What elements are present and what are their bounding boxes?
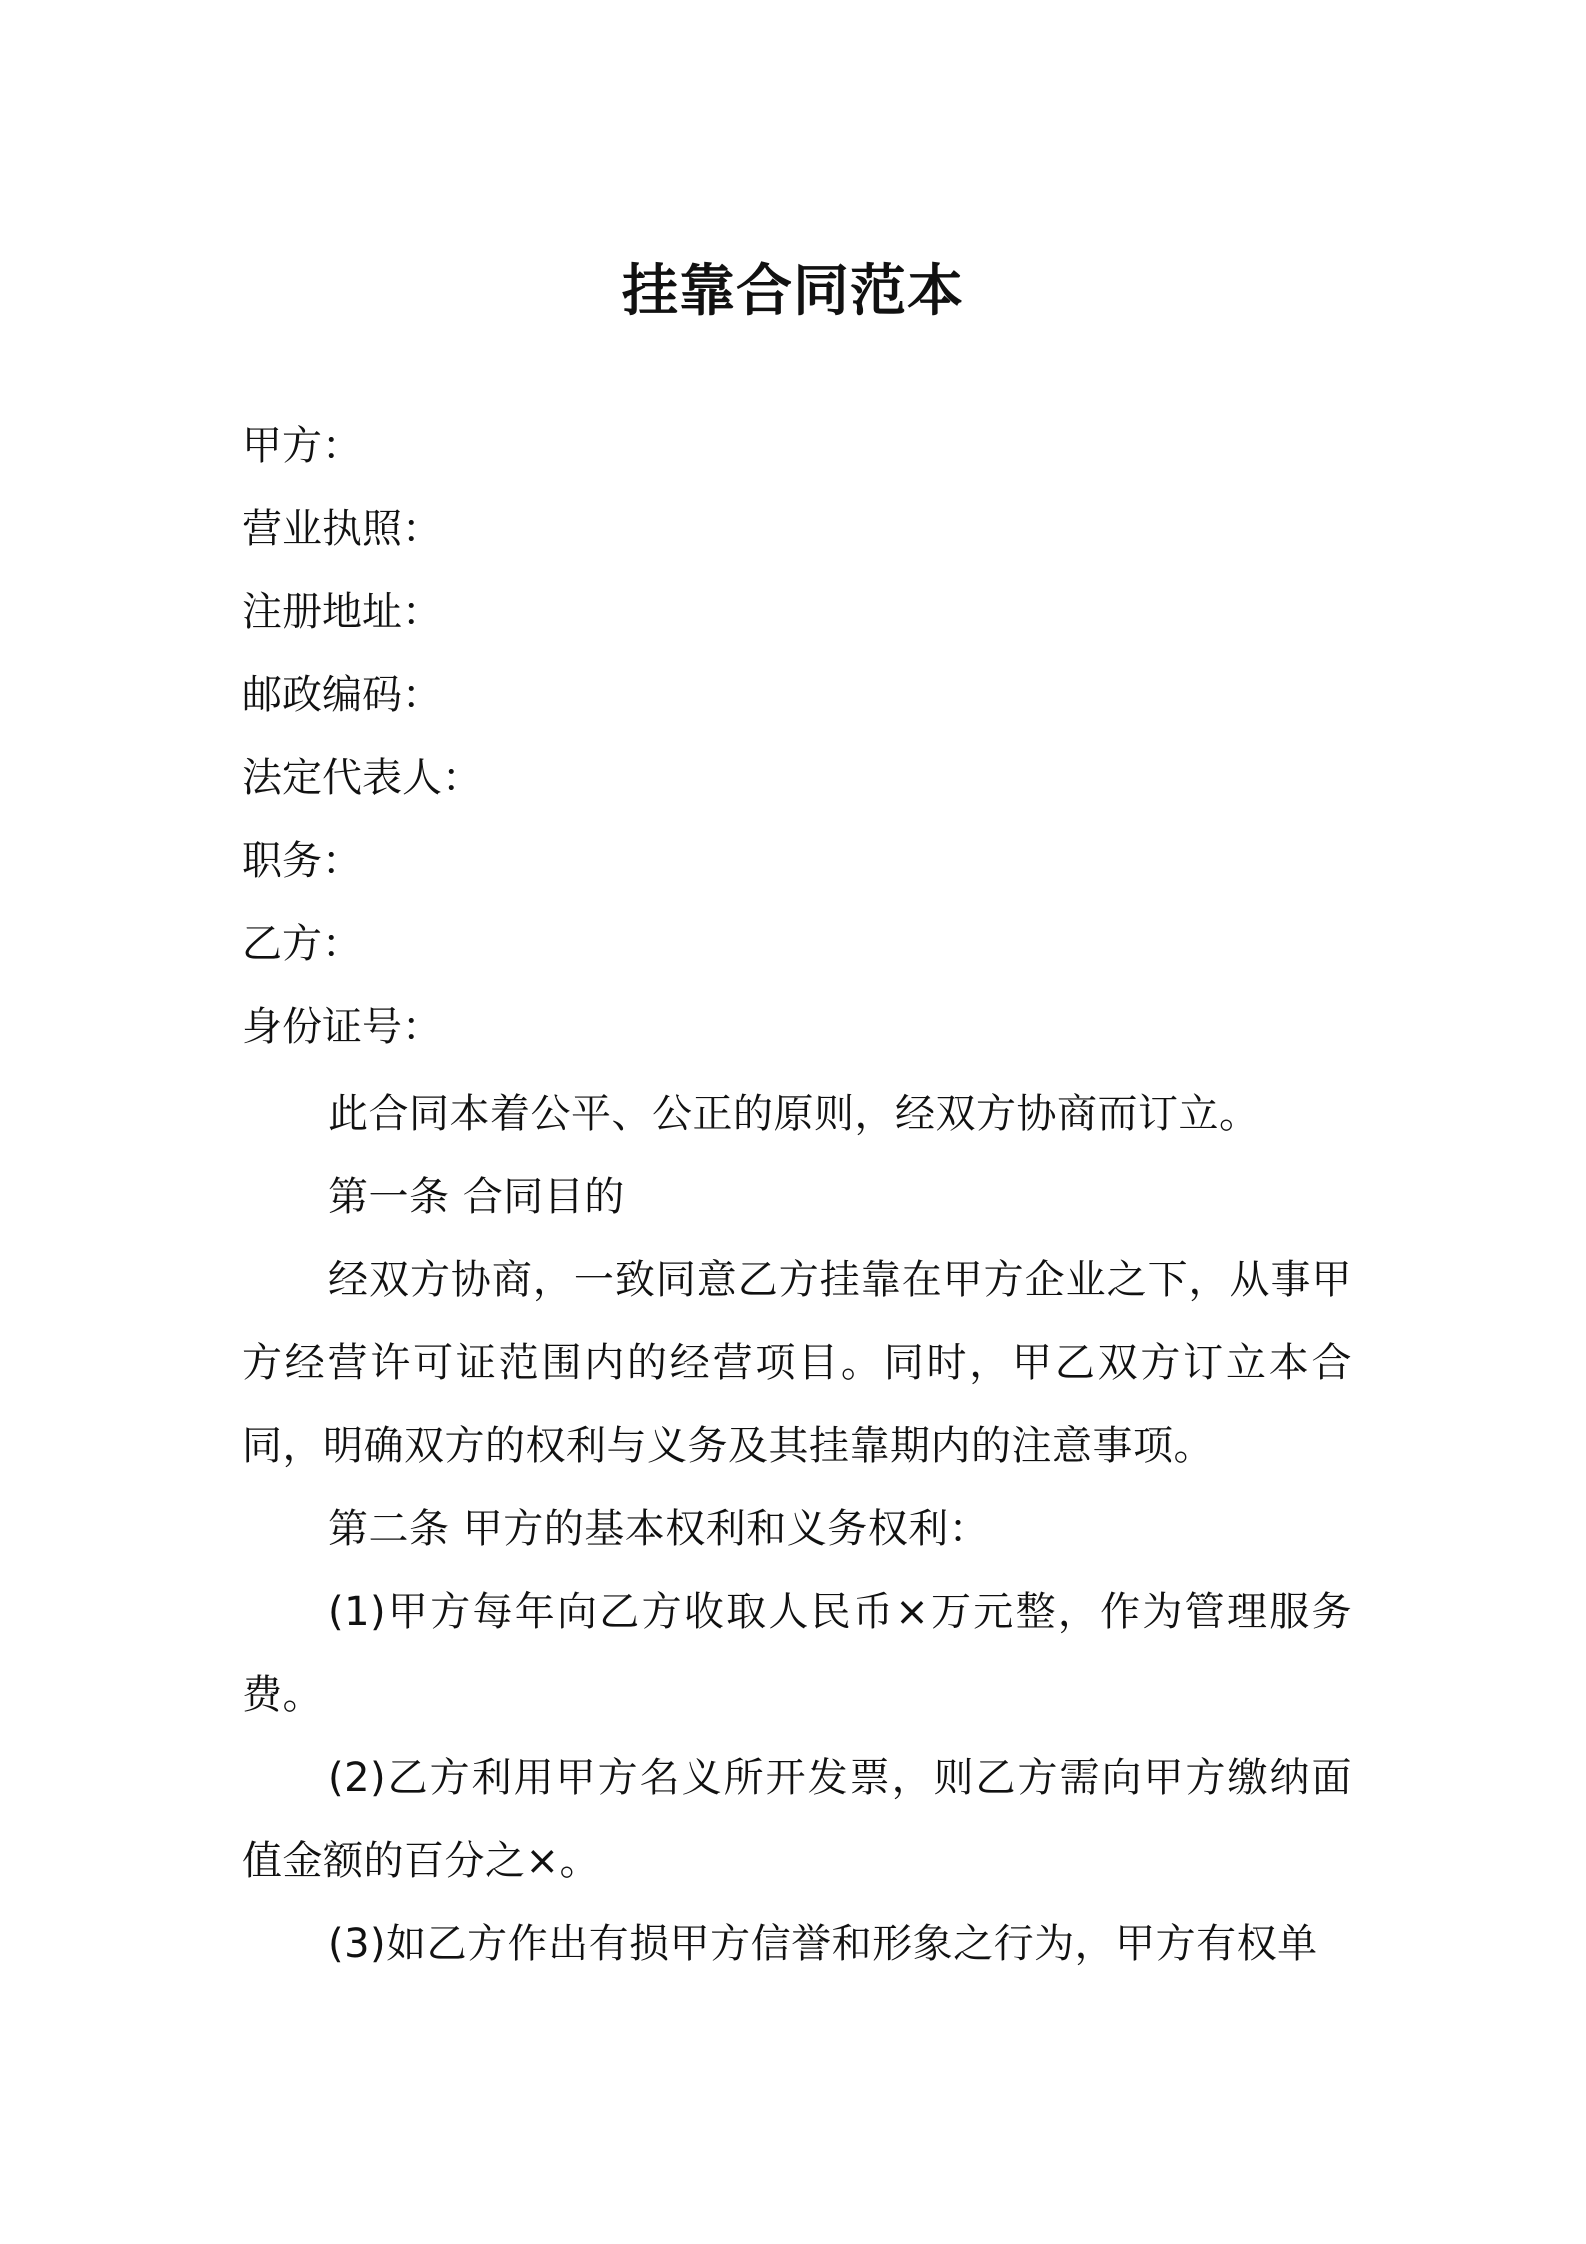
contract-body	[242, 1073, 1352, 1986]
article-2-heading: 第二条 甲方的基本权利和义务权利：	[328, 1506, 990, 1552]
field-registered-address: 注册地址：	[242, 589, 442, 635]
party-info-fields	[242, 405, 1352, 1069]
article-2-item-1: (1)甲方每年向乙方收取人民币×万元整，作为管理服务费。	[242, 1589, 1352, 1718]
field-business-license: 营业执照：	[242, 506, 442, 552]
article-1-text: 经双方协商，一致同意乙方挂靠在甲方企业之下，从事甲方经营许可证范围内的经营项目。同时，甲乙双方订立本合同，明确双方的权利与义务及其挂靠期内的注意事项。	[242, 1257, 1352, 1469]
field-id-number: 身份证号：	[242, 1004, 442, 1050]
field-postal-code: 邮政编码：	[242, 672, 442, 718]
document-title: 挂靠合同范本	[622, 259, 964, 324]
field-legal-representative: 法定代表人：	[242, 755, 482, 801]
article-1-heading: 第一条 合同目的	[328, 1174, 625, 1220]
field-party-a: 甲方：	[242, 423, 362, 469]
article-2-item-2: (2)乙方利用甲方名义所开发票，则乙方需向甲方缴纳面值金额的百分之×。	[242, 1755, 1352, 1884]
field-position: 职务：	[242, 838, 362, 884]
paragraph-preamble: 此合同本着公平、公正的原则，经双方协商而订立。	[328, 1091, 1260, 1137]
article-2-item-3: (3)如乙方作出有损甲方信誉和形象之行为，甲方有权单	[328, 1921, 1318, 1967]
field-party-b: 乙方：	[242, 921, 362, 967]
